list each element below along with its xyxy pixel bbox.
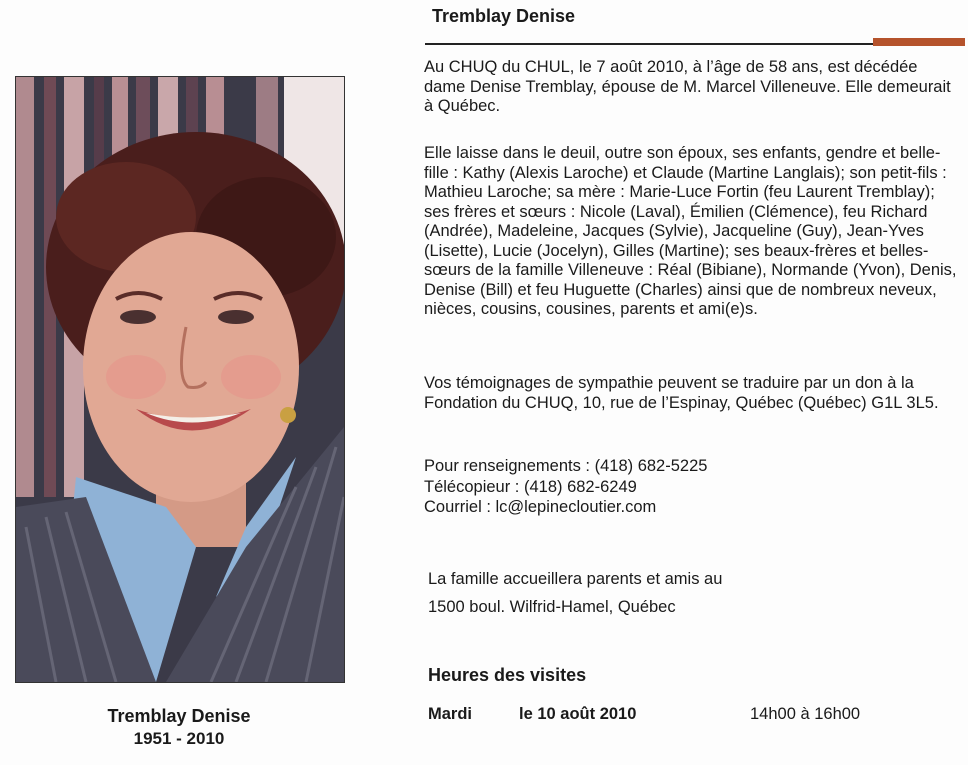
donation-paragraph: Vos témoignages de sympathie peuvent se traduire par un don à la Fondation du CHUQ, 10, rue de l’Espinay, Québec (Québec) G1L 3L5.: [424, 374, 939, 412]
contact-fax: Télécopieur : (418) 682-6249: [424, 477, 637, 496]
bereaved-family-paragraph: Elle laisse dans le deuil, outre son époux, ses enfants, gendre et belle-fille : Kathy (Alexis Laroche) et Claude (Martine Langlais); son petit-fils : Mathieu Laroche; sa mère : Marie-Luce Fortin (feu Laurent Tremblay); ses frères et sœurs : Nicole (Laval), Émilien (Clémence), feu Richard (Andrée), Madeleine, Jacques (Sylvie), Jacqueline (Guy), Jean-Yves (Lisette), Lucie (Jocelyn), Gilles (Martine); ses beaux-frères et belles-sœurs de la famille Villeneuve : Réal (Bibiane), Normande (Yvon), Denis, Denise (Bill) et feu Huguette (Charles) ainsi que de nombreux neveux, nièces, cousins, cousines, parents et ami(e)s.: [424, 144, 957, 318]
contact-email: Courriel : lc@lepinecloutier.com: [424, 498, 657, 516]
page-title: Tremblay Denise: [432, 6, 576, 26]
photo-caption-name: Tremblay Denise: [107, 706, 251, 726]
reception-line-1: La famille accueillera parents et amis au: [428, 570, 723, 588]
visit-date: le 10 août 2010: [519, 705, 637, 723]
portrait-photo: [15, 76, 345, 683]
header-accent-bar: [873, 38, 965, 46]
photo-caption-years: 1951 - 2010: [133, 729, 225, 748]
visits-heading: Heures des visites: [428, 665, 587, 685]
contact-phone: Pour renseignements : (418) 682-5225: [424, 457, 708, 475]
earring: [280, 407, 296, 423]
reception-address: 1500 boul. Wilfrid-Hamel, Québec: [428, 598, 676, 616]
visit-time: 14h00 à 16h00: [750, 705, 861, 723]
visit-day: Mardi: [428, 705, 473, 723]
contact-block: [424, 456, 707, 518]
death-announcement-paragraph: Au CHUQ du CHUL, le 7 août 2010, à l’âge de 58 ans, est décédée dame Denise Tremblay, épouse de M. Marcel Villeneuve. Elle demeurait à Québec.: [424, 58, 951, 115]
reception-block: [428, 565, 722, 621]
portrait-illustration: [16, 77, 344, 682]
header-divider: [425, 43, 873, 45]
